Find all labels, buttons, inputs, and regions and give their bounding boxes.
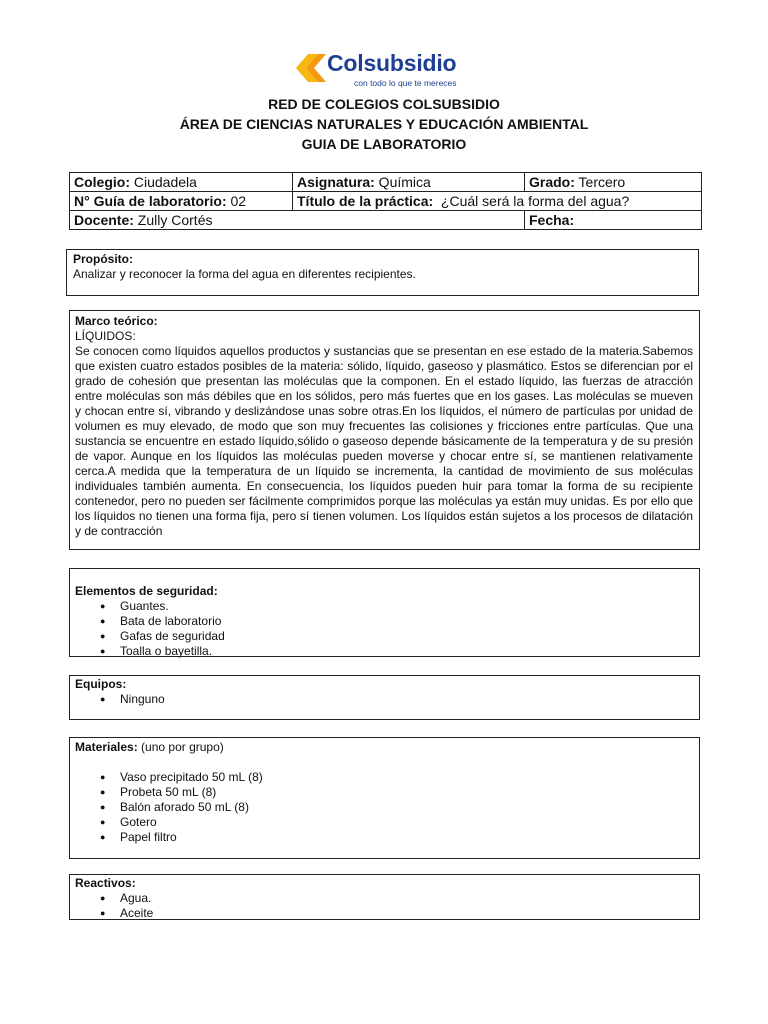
docente-cell bbox=[70, 211, 525, 230]
colegio-cell bbox=[70, 173, 293, 192]
colegio-label: Colegio: bbox=[74, 174, 130, 190]
grado-value: Tercero bbox=[574, 174, 626, 190]
proposito-text: Analizar y reconocer la forma del agua en diferentes recipientes. bbox=[73, 267, 416, 281]
grado-label: Grado: bbox=[529, 174, 575, 190]
guia-label: N° Guía de laboratorio: bbox=[74, 193, 227, 209]
asignatura-value: Química bbox=[374, 174, 431, 190]
logo-name: Colsubsidio bbox=[327, 50, 457, 76]
titulo-cell bbox=[293, 192, 702, 211]
marco-title: Marco teórico: bbox=[75, 314, 158, 328]
materiales-section bbox=[69, 737, 700, 859]
marco-subtitle: LÍQUIDOS: bbox=[75, 329, 136, 343]
list-item: ● Gotero bbox=[75, 815, 693, 830]
list-item: ● Toalla o bayetilla. bbox=[75, 644, 693, 659]
info-row bbox=[70, 211, 702, 230]
header-line-2: ÁREA DE CIENCIAS NATURALES Y EDUCACIÓN AMBIENTAL bbox=[179, 116, 589, 132]
reactivos-title: Reactivos: bbox=[75, 876, 136, 890]
logo-tagline: con todo lo que te mereces bbox=[354, 78, 457, 88]
equipos-title: Equipos: bbox=[75, 677, 127, 691]
equipos-section bbox=[69, 675, 700, 720]
asignatura-label: Asignatura: bbox=[297, 174, 375, 190]
titulo-label: Título de la práctica: bbox=[297, 193, 434, 209]
fecha-label: Fecha: bbox=[529, 212, 575, 228]
grado-cell bbox=[525, 173, 702, 192]
asignatura-cell bbox=[293, 173, 525, 192]
docente-value: Zully Cortés bbox=[133, 212, 213, 228]
marco-text: Se conocen como líquidos aquellos productos y sustancias que se presentan en ese estado de la materia.Sabemos que existen cuatro estados posibles de la materia: sólido, líquido, gaseoso y plasmático. Estos se diferencian por el grado de cohesión que presentan las moléculas que la componen. En el estado líquido, las fuerzas de atracción entre moléculas son más débiles que en los sólidos, pero más fuertes que en los gases. Las moléculas se mueven y chocan entre sí, vibrando y deslizándose unas sobre otras.En los líquidos, el número de partículas por unidad de volumen es muy elevado, de modo que son muy frecuentes las colisiones y fricciones entre partículas. Que una sustancia se encuentre en estado líquido,sólido o gaseoso depende básicamente de la temperatura y de su presión de vapor. Aunque en los líquidos las moléculas pueden moverse y chocar entre sí, se mantienen relativamente cerca.A medida que la temperatura de un líquido se incrementa, la cantidad de movimiento de sus moléculas individuales también aumenta. En consecuencia, los líquidos pueden huir para tomar la forma de su recipiente contenedor, pero no pueden ser fácilmente comprimidos porque las moléculas ya están muy unidas. Es por ello que los líquidos no tienen una forma fija, pero sí tienen volumen. Los líquidos están sujetos a los procesos de dilatación y de contracción bbox=[75, 344, 693, 538]
header-line-1: RED DE COLEGIOS COLSUBSIDIO bbox=[268, 96, 500, 112]
list-item: ● Aceite bbox=[75, 906, 693, 921]
info-row bbox=[70, 173, 702, 192]
list-item: ● Probeta 50 mL (8) bbox=[75, 785, 693, 800]
materiales-list bbox=[75, 770, 693, 845]
colsubsidio-logo bbox=[294, 50, 484, 92]
proposito-title: Propósito: bbox=[73, 252, 133, 266]
list-item: ● Ninguno bbox=[75, 692, 693, 707]
colsubsidio-mark-icon bbox=[294, 52, 328, 84]
guia-cell bbox=[70, 192, 293, 211]
colegio-value: Ciudadela bbox=[130, 174, 197, 190]
guia-value: 02 bbox=[226, 193, 247, 209]
equipos-list bbox=[75, 692, 693, 707]
list-item: ● Bata de laboratorio bbox=[75, 614, 693, 629]
seguridad-title: Elementos de seguridad: bbox=[75, 584, 218, 598]
proposito-section bbox=[66, 249, 699, 296]
materiales-note: (uno por grupo) bbox=[137, 740, 224, 754]
list-item: ● Papel filtro bbox=[75, 830, 693, 845]
list-item: ● Vaso precipitado 50 mL (8) bbox=[75, 770, 693, 785]
reactivos-list bbox=[75, 891, 693, 921]
seguridad-section bbox=[69, 568, 700, 657]
info-table bbox=[69, 172, 702, 230]
list-item: ● Agua. bbox=[75, 891, 693, 906]
titulo-value: ¿Cuál será la forma del agua? bbox=[433, 193, 630, 209]
info-row bbox=[70, 192, 702, 211]
list-item: ● Guantes. bbox=[75, 599, 693, 614]
reactivos-section bbox=[69, 874, 700, 920]
list-item: ● Balón aforado 50 mL (8) bbox=[75, 800, 693, 815]
seguridad-list bbox=[75, 599, 693, 659]
fecha-cell bbox=[525, 211, 702, 230]
marco-teorico-section bbox=[69, 310, 700, 550]
materiales-title: Materiales: bbox=[75, 740, 138, 754]
list-item: ● Gafas de seguridad bbox=[75, 629, 693, 644]
header-line-3: GUIA DE LABORATORIO bbox=[301, 136, 467, 152]
docente-label: Docente: bbox=[74, 212, 134, 228]
